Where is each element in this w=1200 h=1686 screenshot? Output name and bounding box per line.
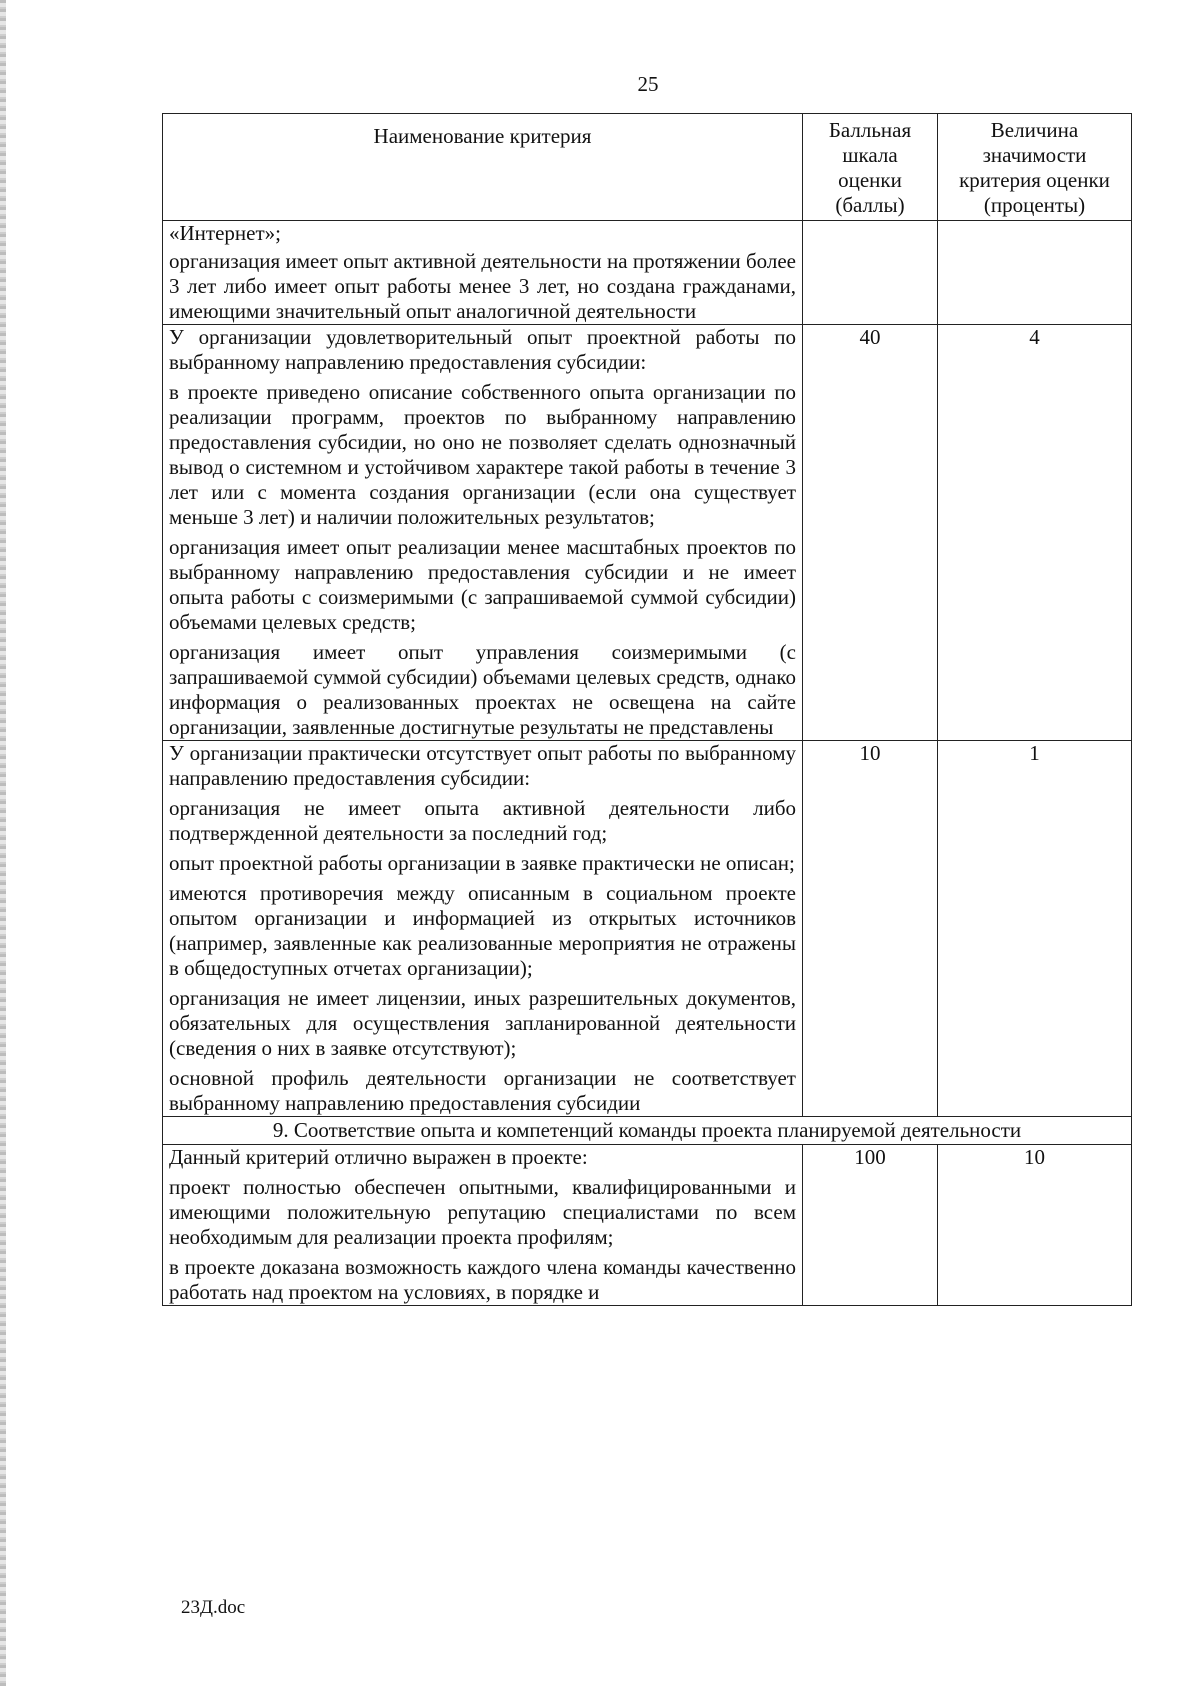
criteria-table — [162, 113, 1132, 1306]
table-row — [163, 325, 1132, 741]
criterion-paragraph: У организации удовлетворительный опыт проектной работы по выбранному направлению предоставления субсидии: — [169, 325, 796, 374]
table-row — [163, 741, 1132, 1117]
page-number: 25 — [637, 72, 659, 96]
weight-cell: 1 — [938, 741, 1132, 1117]
weight-cell: 4 — [938, 325, 1132, 741]
criterion-paragraph: опыт проектной работы организации в заявке практически не описан; — [169, 851, 795, 875]
score-cell: 10 — [803, 741, 938, 1117]
criterion-cell — [163, 1145, 803, 1306]
criterion-cell — [163, 221, 803, 325]
criterion-paragraph: имеются противоречия между описанным в социальном проекте опытом организации и информацией из открытых источников (например, заявленные как реализованные мероприятия не отражены в общедоступных отчетах организации); — [169, 881, 796, 980]
header-weight: Величина значимости критерия оценки (проценты) — [938, 114, 1132, 221]
criterion-cell — [163, 741, 803, 1117]
criterion-paragraph: в проекте приведено описание собственного опыта организации по реализации программ, проектов по выбранному направлению предоставления субсидии, но оно не позволяет сделать однозначный вывод о системном и устойчивом характере такой работы в течение 3 лет или с момента создания организации (если она существует меньше 3 лет) и наличии положительных результатов; — [169, 380, 796, 529]
section-row — [163, 1117, 1132, 1145]
weight-cell — [938, 221, 1132, 325]
table-row — [163, 221, 1132, 325]
criterion-paragraph: основной профиль деятельности организации не соответствует выбранному направлению предоставления субсидии — [169, 1066, 796, 1115]
weight-cell: 10 — [938, 1145, 1132, 1306]
scan-edge — [0, 0, 6, 1686]
score-cell: 100 — [803, 1145, 938, 1306]
table-row — [163, 1145, 1132, 1306]
section-title: 9. Соответствие опыта и компетенций команды проекта планируемой деятельности — [163, 1117, 1132, 1145]
footer-filename: 23Д.doc — [181, 1597, 246, 1618]
criterion-paragraph: У организации практически отсутствует опыт работы по выбранному направлению предоставления субсидии: — [169, 741, 796, 790]
header-score-scale: Балльная шкала оценки (баллы) — [803, 114, 938, 221]
header-criterion: Наименование критерия — [163, 114, 803, 221]
criterion-paragraph: проект полностью обеспечен опытными, квалифицированными и имеющими положительную репутацию специалистами по всем необходимым для реализации проекта профилям; — [169, 1175, 796, 1249]
score-cell: 40 — [803, 325, 938, 741]
table-header-row — [163, 114, 1132, 221]
score-cell — [803, 221, 938, 325]
criterion-paragraph: Данный критерий отлично выражен в проекте: — [169, 1145, 588, 1169]
criterion-paragraph: организация имеет опыт управления соизмеримыми (с запрашиваемой суммой субсидии) объемами целевых средств, однако информация о реализованных проектах не освещена на сайте организации, заявленные достигнутые результаты не представлены — [169, 640, 796, 739]
criterion-cell — [163, 325, 803, 741]
criterion-paragraph: организация не имеет лицензии, иных разрешительных документов, обязательных для осуществления запланированной деятельности (сведения о них в заявке отсутствуют); — [169, 986, 796, 1060]
criterion-paragraph: «Интернет»; — [169, 221, 281, 245]
criterion-paragraph: в проекте доказана возможность каждого члена команды качественно работать над проектом на условиях, в порядке и — [169, 1255, 796, 1304]
criterion-paragraph: организация имеет опыт активной деятельности на протяжении более 3 лет либо имеет опыт работы менее 3 лет, но создана гражданами, имеющими значительный опыт аналогичной деятельности — [169, 249, 796, 323]
criterion-paragraph: организация не имеет опыта активной деятельности либо подтвержденной деятельности за последний год; — [169, 796, 796, 845]
criterion-paragraph: организация имеет опыт реализации менее масштабных проектов по выбранному направлению предоставления субсидии и не имеет опыта работы с соизмеримыми (с запрашиваемой суммой субсидии) объемами целевых средств; — [169, 535, 796, 634]
